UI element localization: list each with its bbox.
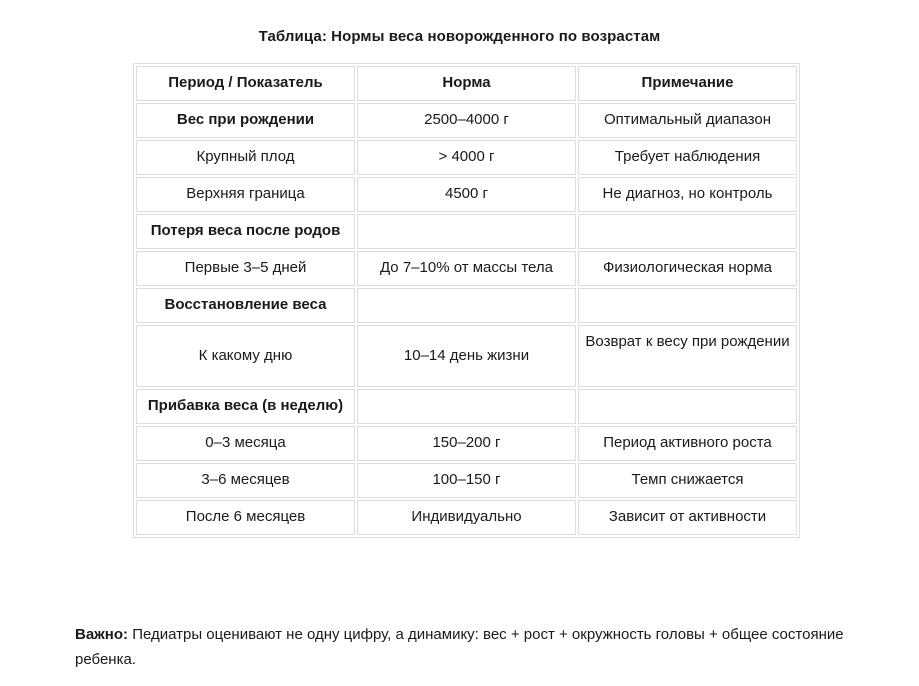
weight-norms-table-container — [133, 63, 798, 538]
header-note: Примечание — [578, 66, 797, 101]
cell-norm: > 4000 г — [357, 140, 576, 175]
table-row — [136, 177, 797, 212]
cell-period: Верхняя граница — [136, 177, 355, 212]
table-row — [136, 426, 797, 461]
cell-note: Физиологическая норма — [578, 251, 797, 286]
table-row — [136, 389, 797, 424]
cell-note: Возврат к весу при рождении — [578, 325, 797, 387]
table-row — [136, 325, 797, 387]
cell-period: Потеря веса после родов — [136, 214, 355, 249]
cell-norm — [357, 389, 576, 424]
cell-norm: 4500 г — [357, 177, 576, 212]
cell-note: Зависит от активности — [578, 500, 797, 535]
table-row — [136, 251, 797, 286]
weight-norms-table — [133, 63, 800, 538]
cell-period: Прибавка веса (в неделю) — [136, 389, 355, 424]
cell-norm — [357, 214, 576, 249]
cell-norm — [357, 288, 576, 323]
cell-note — [578, 389, 797, 424]
footer-note — [75, 622, 865, 672]
cell-note — [578, 288, 797, 323]
cell-norm: До 7–10% от массы тела — [357, 251, 576, 286]
header-period: Период / Показатель — [136, 66, 355, 101]
cell-period: После 6 месяцев — [136, 500, 355, 535]
table-header-row — [136, 66, 797, 101]
cell-period: Первые 3–5 дней — [136, 251, 355, 286]
cell-norm: Индивидуально — [357, 500, 576, 535]
table-row — [136, 214, 797, 249]
cell-norm: 150–200 г — [357, 426, 576, 461]
table-title: Таблица: Нормы веса новорожденного по возрастам — [258, 28, 661, 45]
cell-note — [578, 214, 797, 249]
cell-note: Оптимальный диапазон — [578, 103, 797, 138]
cell-norm: 10–14 день жизни — [357, 325, 576, 387]
table-row — [136, 288, 797, 323]
cell-note: Темп снижается — [578, 463, 797, 498]
cell-norm: 2500–4000 г — [357, 103, 576, 138]
cell-period: Восстановление веса — [136, 288, 355, 323]
footer-note-text: Педиатры оценивают не одну цифру, а динамику: вес + рост + окружность головы + общее состояние ребенка. — [75, 626, 844, 668]
cell-note: Период активного роста — [578, 426, 797, 461]
table-row — [136, 463, 797, 498]
cell-period: К какому дню — [136, 325, 355, 387]
table-row — [136, 140, 797, 175]
cell-period: 3–6 месяцев — [136, 463, 355, 498]
table-row — [136, 103, 797, 138]
cell-note: Требует наблюдения — [578, 140, 797, 175]
table-row — [136, 500, 797, 535]
cell-period: Вес при рождении — [136, 103, 355, 138]
cell-period: 0–3 месяца — [136, 426, 355, 461]
footer-note-label: Важно: — [75, 626, 129, 643]
cell-norm: 100–150 г — [357, 463, 576, 498]
header-norm: Норма — [357, 66, 576, 101]
cell-period: Крупный плод — [136, 140, 355, 175]
cell-note: Не диагноз, но контроль — [578, 177, 797, 212]
